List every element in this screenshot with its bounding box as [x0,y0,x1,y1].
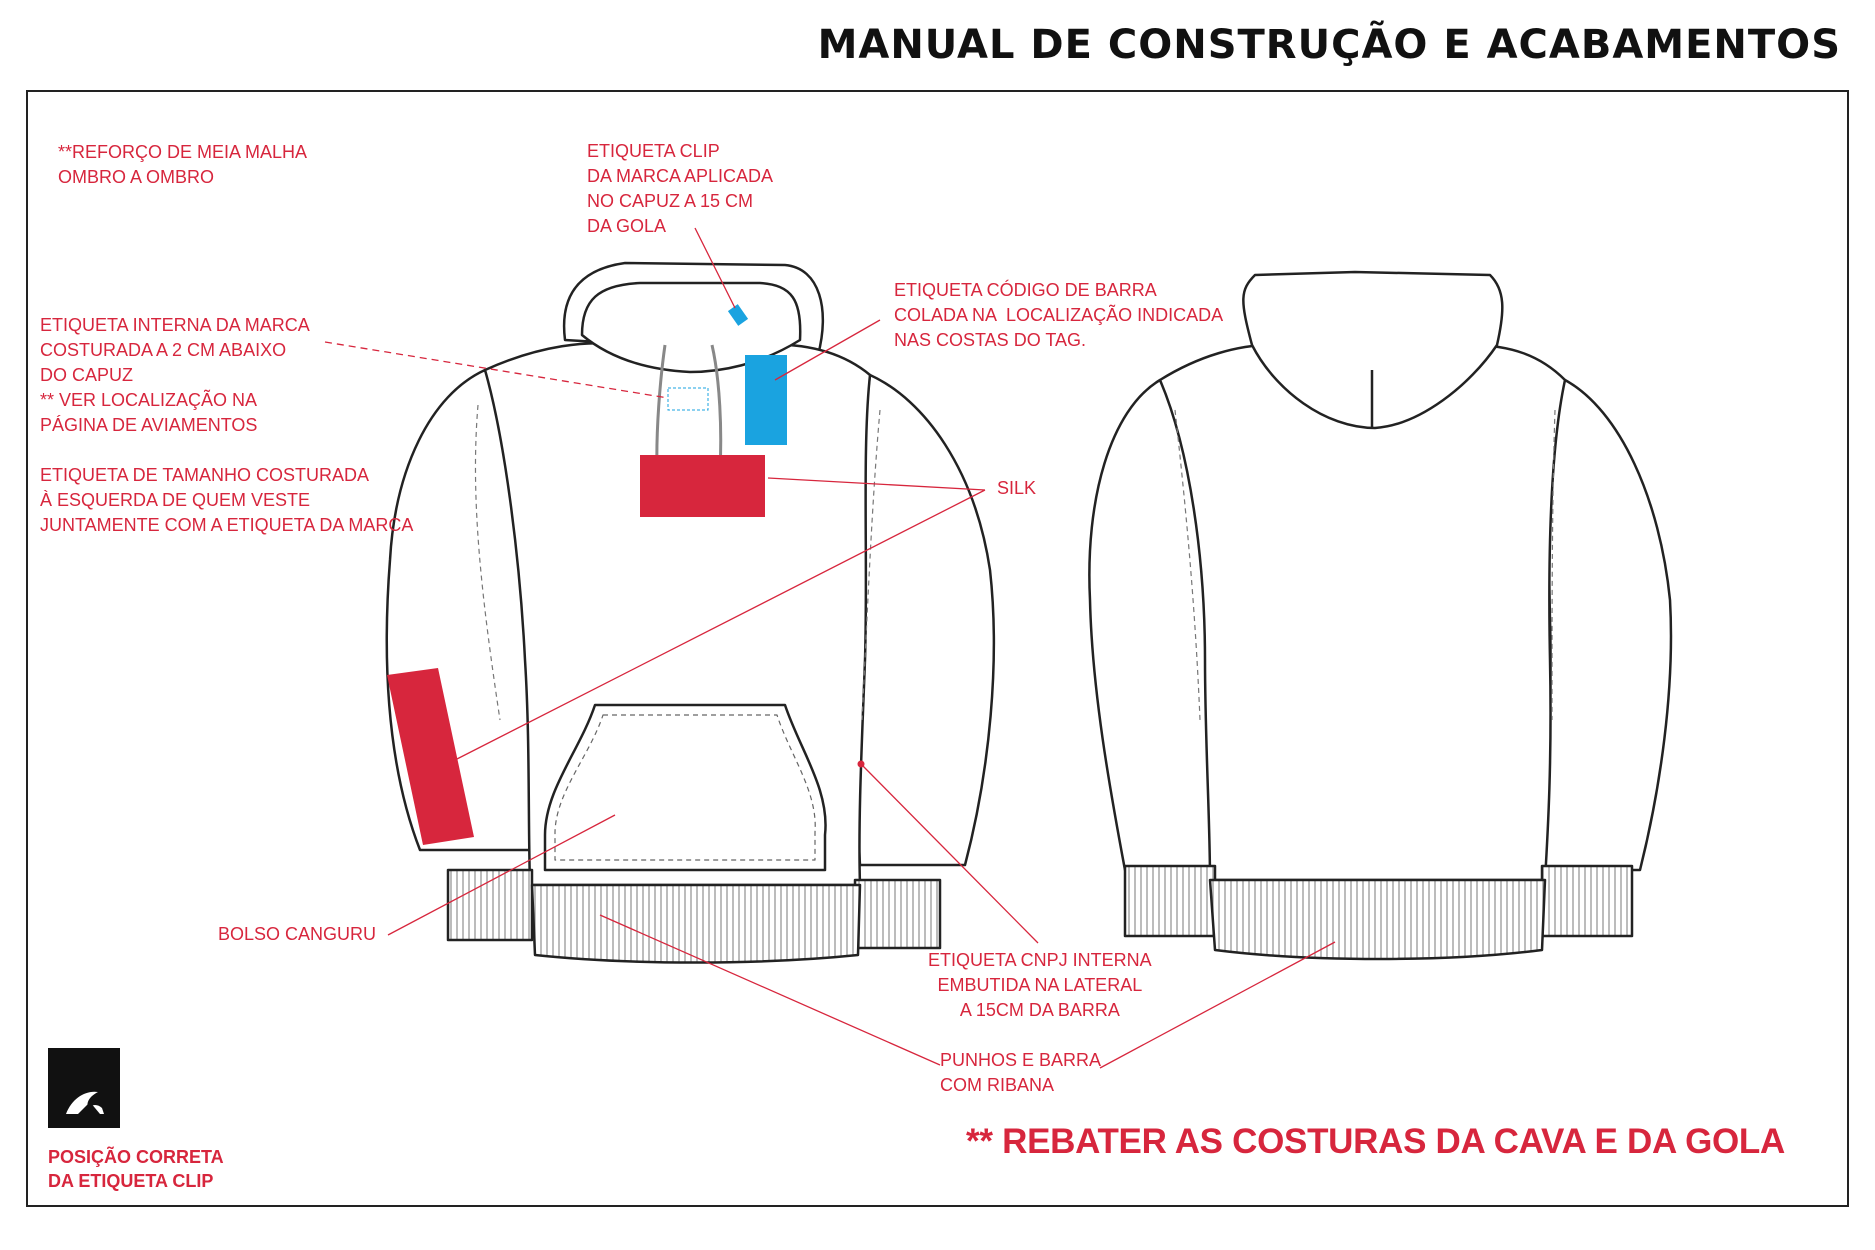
annotation-bolso-canguru: BOLSO CANGURU [218,924,377,944]
annotation-etiqueta-tamanho: ETIQUETA DE TAMANHO COSTURADA À ESQUERDA DE QUEM VESTE JUNTAMENTE COM A ETIQUETA DA MARCA [40,465,414,535]
annotation-etiqueta-interna: ETIQUETA INTERNA DA MARCA COSTURADA A 2 CM ABAIXO DO CAPUZ ** VER LOCALIZAÇÃO NA PÁGINA DE AVIAMENTOS [40,315,310,435]
logo-caption: POSIÇÃO CORRETA DA ETIQUETA CLIP [48,1147,224,1191]
seam-instruction-note: ** REBATER AS COSTURAS DA CAVA E DA GOLA [966,1122,1785,1161]
silk-chest-block [640,455,765,517]
front-hoodie-drawing [387,263,994,963]
annotation-cnpj: ETIQUETA CNPJ INTERNA EMBUTIDA NA LATERAL A 15CM DA BARRA [928,950,1152,1020]
barcode-tag [745,355,787,445]
annotation-reforco: **REFORÇO DE MEIA MALHA OMBRO A OMBRO [58,142,308,187]
wave-mountain-icon [48,1048,120,1128]
back-hoodie-drawing [1089,272,1671,959]
annotation-codigo-barra: ETIQUETA CÓDIGO DE BARRA COLADA NA LOCALIZAÇÃO INDICADA NAS COSTAS DO TAG. [894,280,1224,350]
brand-logo [48,1048,120,1128]
annotation-silk: SILK [997,478,1037,498]
annotation-punhos-barra: PUNHOS E BARRA COM RIBANA [940,1050,1102,1095]
page-title: MANUAL DE CONSTRUÇÃO E ACABAMENTOS [817,22,1841,68]
annotation-etiqueta-clip: ETIQUETA CLIP DA MARCA APLICADA NO CAPUZ A 15 CM DA GOLA [587,141,774,236]
